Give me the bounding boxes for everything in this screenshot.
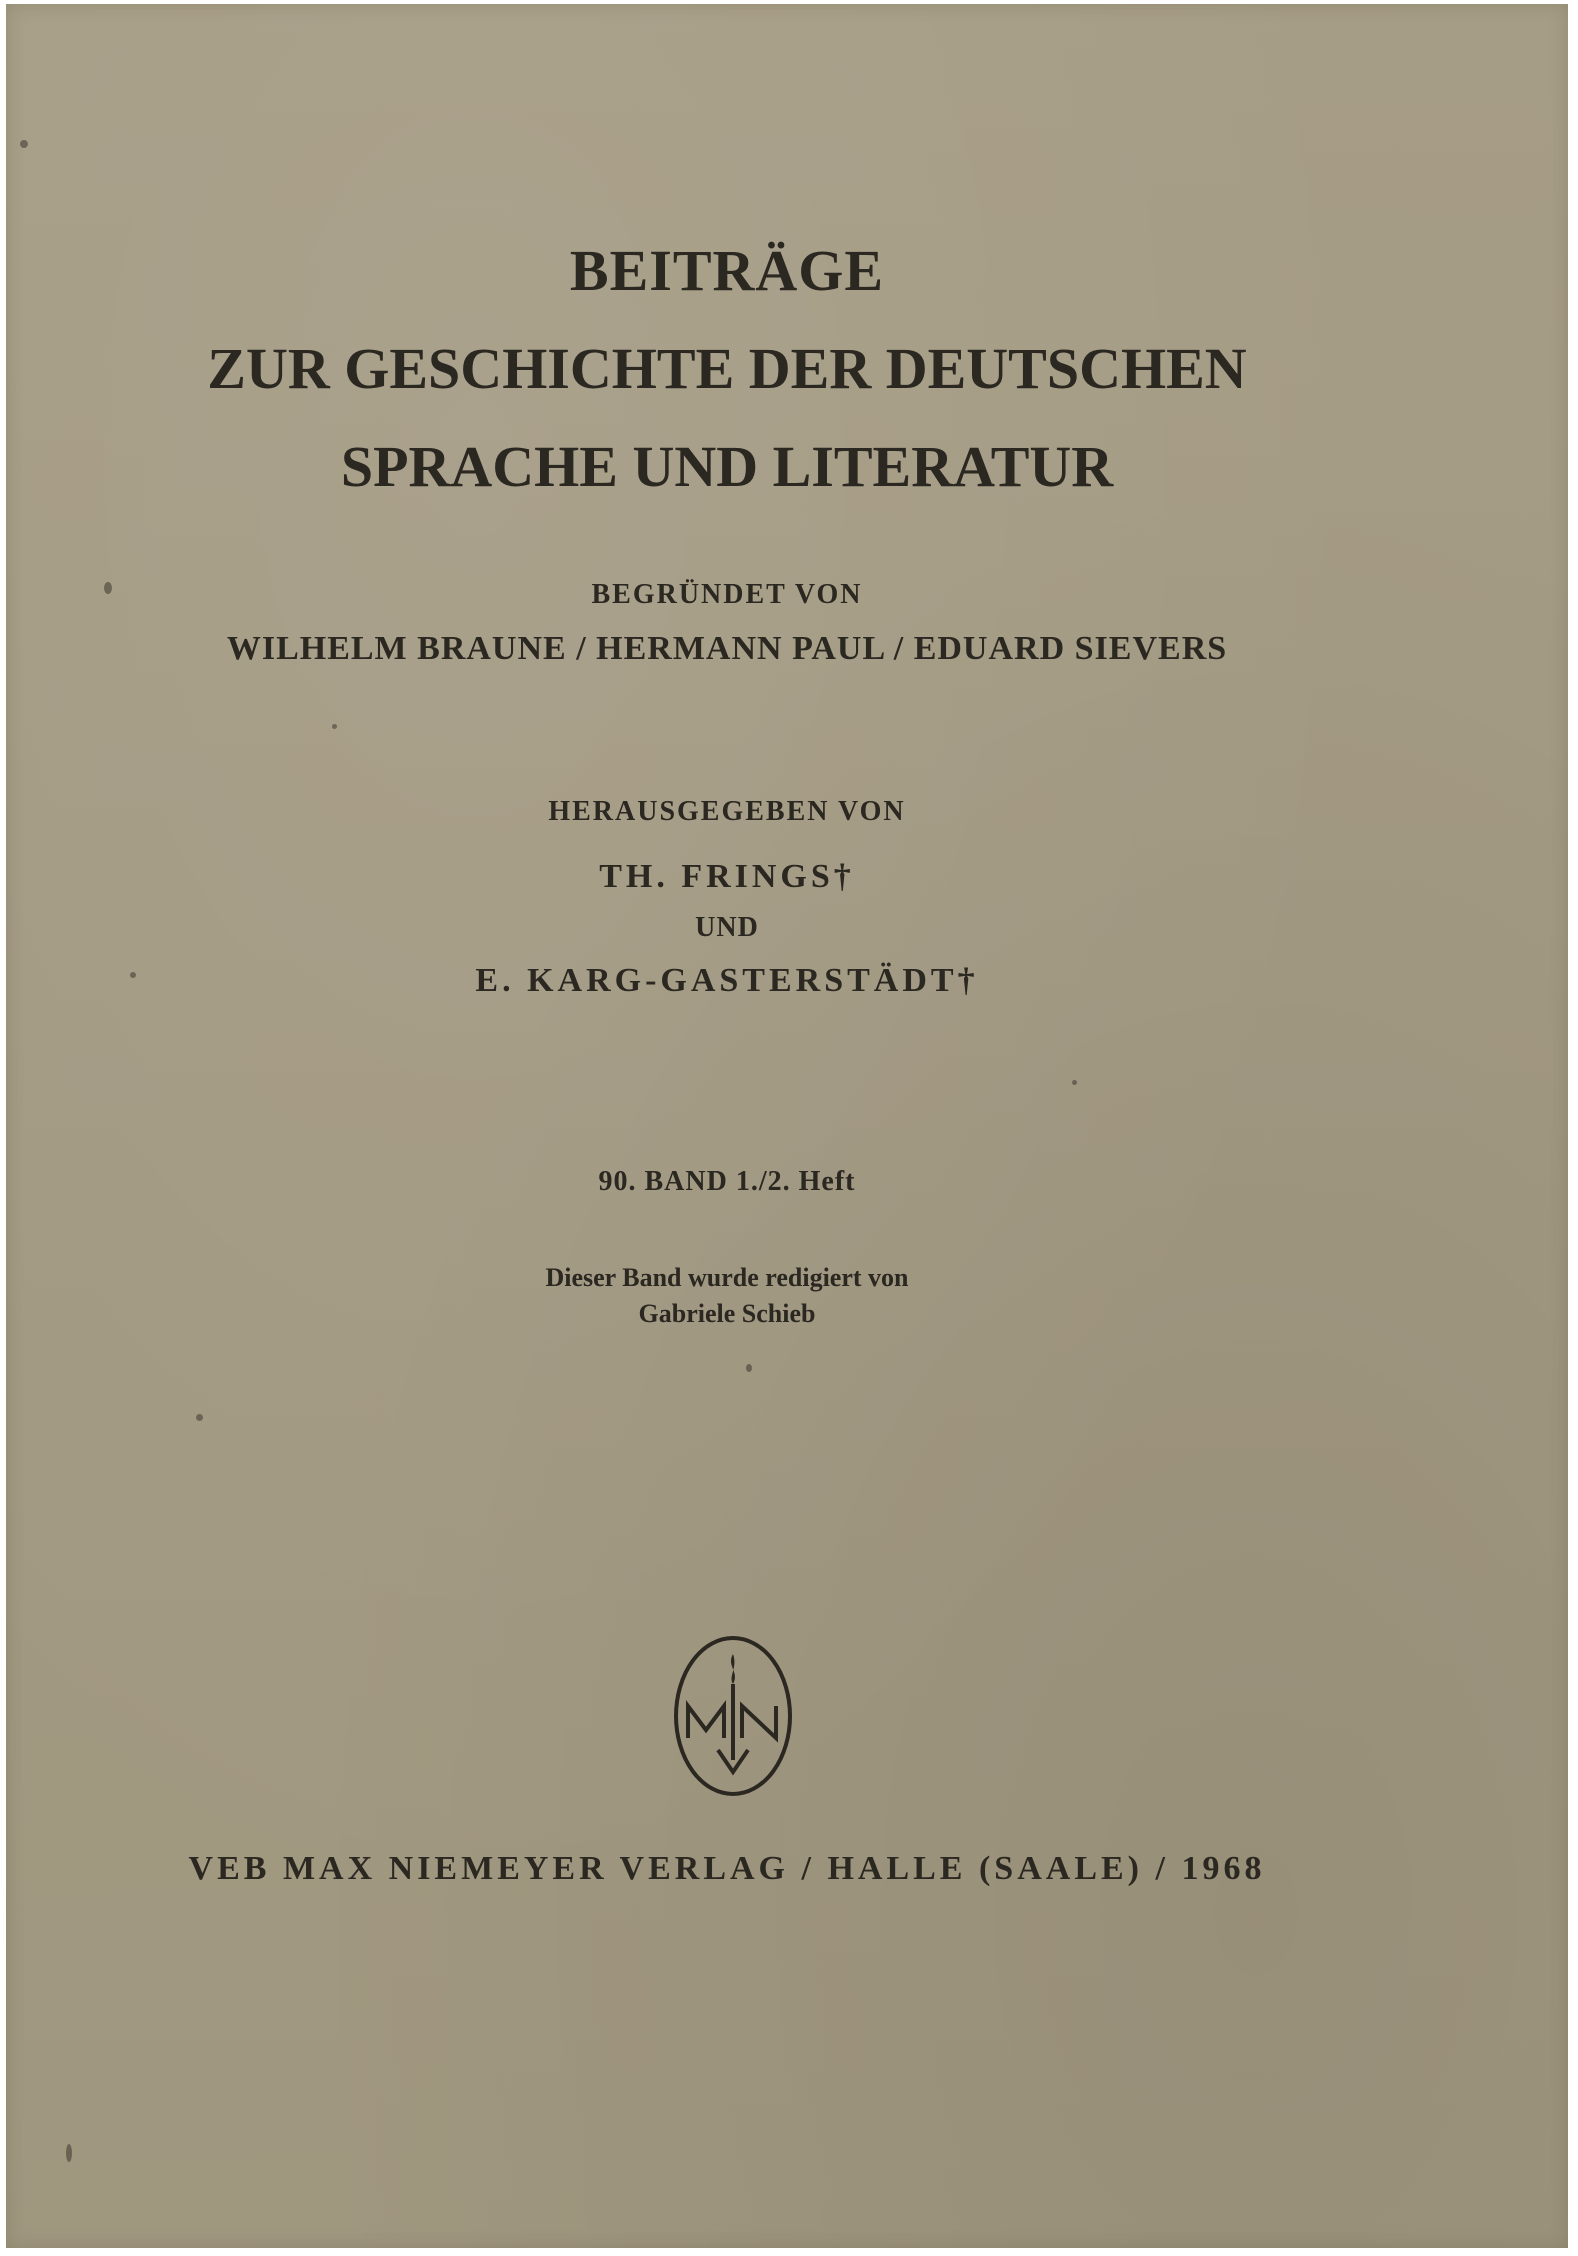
title-line-1: BEITRÄGE bbox=[569, 238, 885, 303]
paper-speck bbox=[332, 724, 337, 729]
edited-by-label: HERAUSGEGEBEN VON bbox=[548, 796, 906, 827]
title-line-3: SPRACHE UND LITERATUR bbox=[340, 434, 1114, 499]
founders-names: WILHELM BRAUNE / HERMANN PAUL / EDUARD SIEVERS bbox=[226, 630, 1228, 667]
niemeyer-verlag-emblem-icon bbox=[668, 1632, 798, 1800]
paper-speck bbox=[130, 972, 136, 978]
editor-karg-gasterstaedt: E. KARG-GASTERSTÄDT† bbox=[475, 962, 979, 999]
paper-speck bbox=[1072, 1080, 1077, 1085]
paper-speck bbox=[66, 2144, 72, 2162]
paper-speck bbox=[746, 1364, 752, 1372]
redaction-line-1: Dieser Band wurde redigiert von bbox=[545, 1263, 909, 1292]
volume-issue: 90. BAND 1./2. Heft bbox=[598, 1166, 856, 1197]
redaction-line-2: Gabriele Schieb bbox=[638, 1299, 816, 1328]
paper-speck bbox=[20, 140, 28, 148]
paper-speck bbox=[104, 582, 112, 594]
title-line-2: ZUR GESCHICHTE DER DEUTSCHEN bbox=[207, 336, 1247, 401]
book-cover bbox=[6, 4, 1568, 2248]
editor-frings: TH. FRINGS† bbox=[599, 858, 855, 895]
paper-speck bbox=[196, 1414, 203, 1421]
and-word: UND bbox=[695, 912, 759, 943]
founded-by-label: BEGRÜNDET VON bbox=[591, 579, 863, 610]
publisher-imprint: VEB MAX NIEMEYER VERLAG / HALLE (SAALE) / 1968 bbox=[188, 1850, 1266, 1887]
